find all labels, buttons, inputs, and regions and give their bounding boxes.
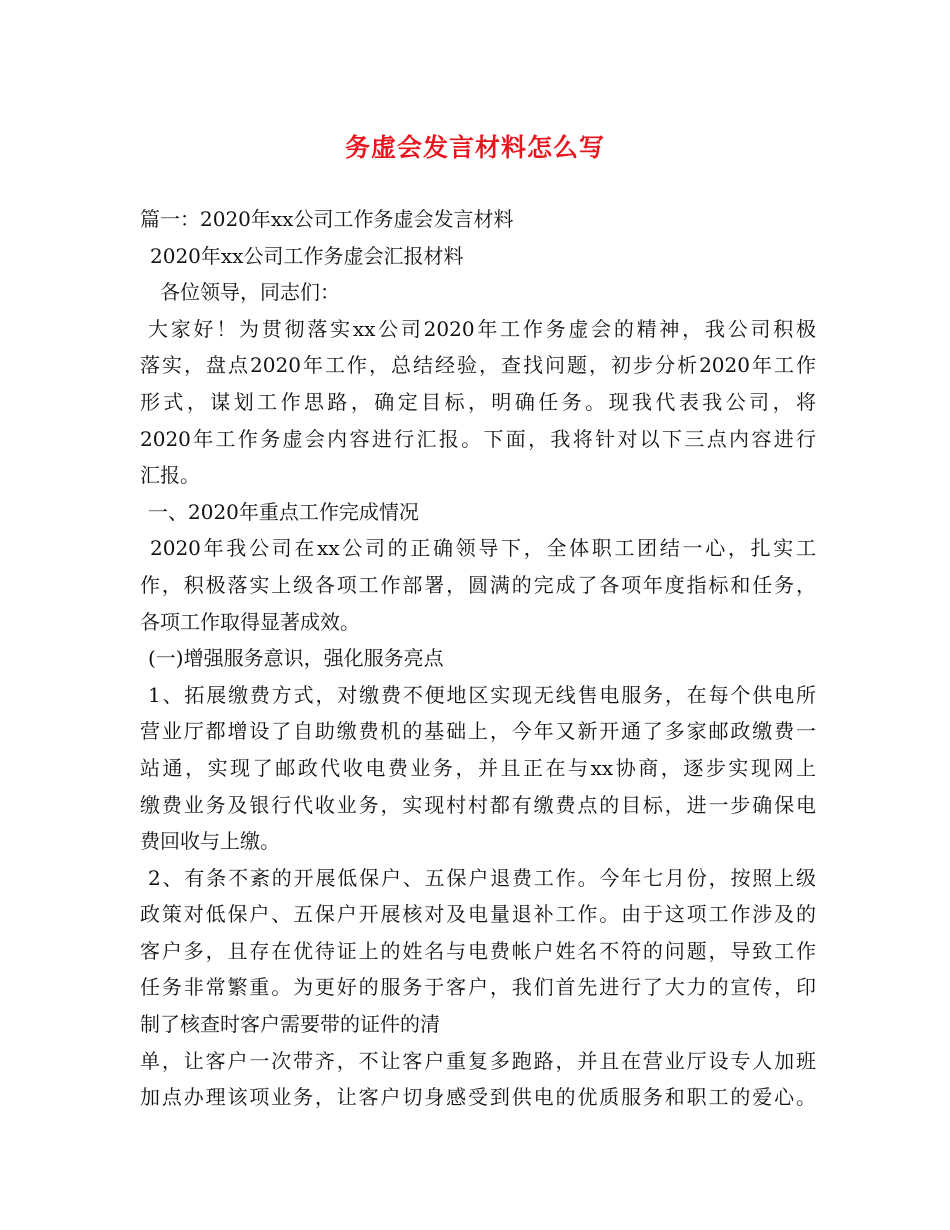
text-line: 站通，实现了邮政代收电费业务，并且正在与xx协商，逐步实现网上: [140, 755, 816, 780]
text-line: 作，积极落实上级各项工作部署，圆满的完成了各项年度指标和任务，: [140, 572, 816, 597]
text-line: 制了核查时客户需要带的证件的清: [140, 1012, 440, 1037]
text-line: 费回收与上缴。: [140, 829, 280, 854]
text-line: 各位领导，同志们：: [160, 280, 340, 305]
text-line: 篇一：2020年xx公司工作务虚会发言材料: [140, 207, 514, 231]
text-line: 政策对低保户、五保户开展核对及电量退补工作。由于这项工作涉及的: [140, 902, 816, 927]
text-line: 加点办理该项业务，让客户切身感受到供电的优质服务和职工的爱心。: [140, 1085, 816, 1110]
text-line: 客户多，且存在优待证上的姓名与电费帐户姓名不符的问题，导致工作: [140, 938, 816, 963]
text-line: 2、有条不紊的开展低保户、五保户退费工作。今年七月份，按照上级: [148, 865, 816, 890]
text-line: 一、2020年重点工作完成情况: [148, 499, 419, 524]
text-line: 2020年工作务虚会内容进行汇报。下面，我将针对以下三点内容进行: [140, 426, 816, 451]
text-line: 缴费业务及银行代收业务，实现村村都有缴费点的目标，进一步确保电: [140, 792, 816, 817]
document-title: 务虚会发言材料怎么写: [344, 133, 605, 162]
text-line: 营业厅都增设了自助缴费机的基础上，今年又新开通了多家邮政缴费一: [140, 719, 816, 744]
text-line: 任务非常繁重。为更好的服务于客户，我们首先进行了大力的宣传，印: [140, 975, 816, 1000]
text-line: 2020年xx公司工作务虚会汇报材料: [150, 243, 464, 268]
text-line: 2020年我公司在xx公司的正确领导下，全体职工团结一心，扎实工: [150, 536, 816, 561]
document-body: [140, 201, 816, 1116]
text-line: 落实，盘点2020年工作，总结经验，查找问题，初步分析2020年工作: [140, 353, 816, 378]
text-line: (一)增强服务意识，强化服务亮点: [148, 646, 444, 671]
text-line: 1、拓展缴费方式，对缴费不便地区实现无线售电服务，在每个供电所: [148, 682, 816, 707]
text-line: 各项工作取得显著成效。: [140, 609, 360, 634]
text-line: 汇报。: [140, 463, 200, 488]
text-line: 单，让客户一次带齐，不让客户重复多跑路，并且在营业厅设专人加班: [140, 1048, 816, 1073]
text-line: 形式，谋划工作思路，确定目标，明确任务。现我代表我公司，将: [140, 389, 816, 414]
text-line: 大家好！为贯彻落实xx公司2020年工作务虚会的精神，我公司积极: [148, 316, 816, 341]
